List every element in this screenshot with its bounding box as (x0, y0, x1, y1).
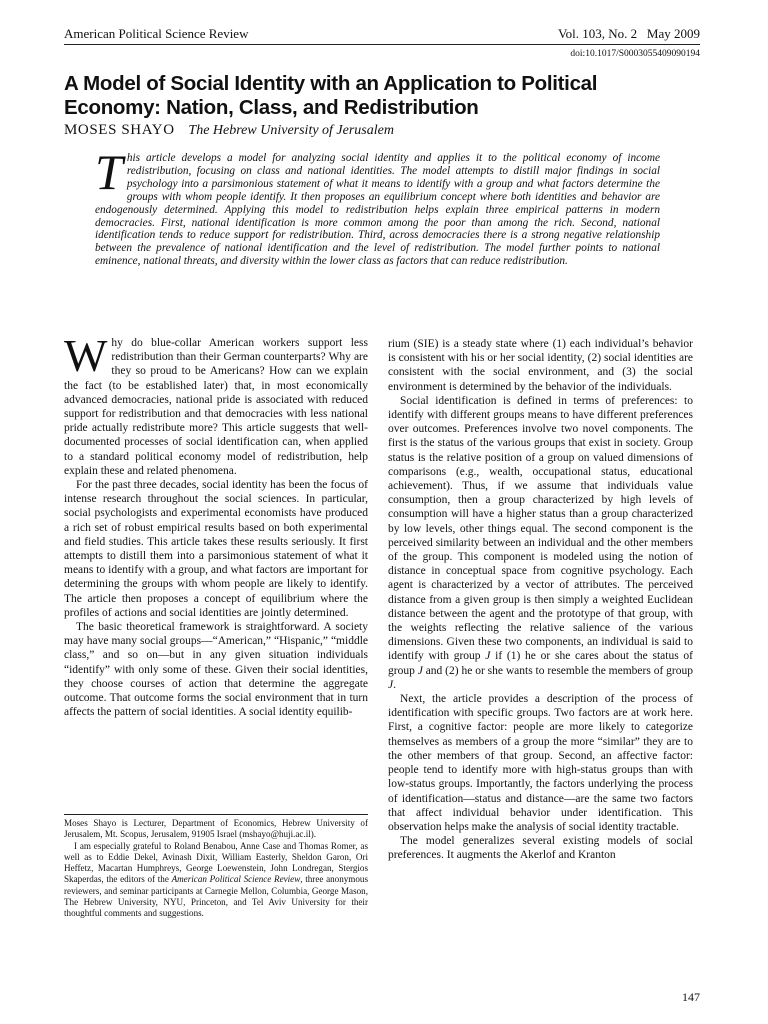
right-p2-text-b: if (1) he or she cares about the status of group (388, 650, 693, 677)
footnote-acknowledgments (64, 841, 368, 920)
footnote-affiliation: Moses Shayo is Lecturer, Department of Economics, Hebrew University of Jerusalem, Mt. Scopus, Jerusalem, 91905 Israel (mshayo@huji.ac.il). (64, 818, 368, 840)
right-paragraph-1: rium (SIE) is a steady state where (1) each individual’s behavior is consistent with his or her social identity, (2) social identities are consistent with the social environment, and (3) the social environment is determined by the behavior of the individuals. (388, 338, 693, 393)
volume-issue: Vol. 103, No. 2 May 2009 (557, 26, 700, 41)
left-column (64, 330, 368, 719)
author-name: MOSES SHAYO (64, 122, 175, 138)
right-p2-text-c: and (2) he or she wants to resemble the members of group (422, 664, 693, 677)
author-affiliation: The Hebrew University of Jerusalem (188, 123, 394, 138)
page-number: 147 (682, 990, 700, 1004)
right-paragraph-4: The model generalizes several existing models of social preferences. It augments the Akerlof and Kranton (388, 835, 693, 862)
intro-paragraph-1 (64, 330, 368, 478)
right-paragraph-3: Next, the article provides a description of the process of identification with specific groups. Two factors are at work here. First, a cognitive factor: people are more likely to categorize themselves as members of a group the more “similar” they are to the other members of that group. Second, an affective factor: people tend to identify more with high-status groups than with low-status groups. Importantly, the factors underlying the process of identification—status and distance—are the same two factors that affect individual behavior under identification. This observation helps make the analysis of social identity tractable. (388, 693, 693, 833)
intro-paragraph-2: For the past three decades, social identity has been the focus of intense research throughout the social sciences. In particular, social psychologists and experimental economists have produced a rich set of robust empirical results based on both experimental and field studies. This article takes these results seriously. It first attempts to distill them into a parsimonious statement of what it means to identify with a group, and what factors are important for determining the groups with whom people are likely to identify. The article then proposes a concept of equilibrium where the profiles of actions and social identities are jointly determined. (64, 479, 368, 619)
variable-j: J (485, 650, 491, 663)
intro-dropcap: W (64, 330, 108, 381)
title-line-2: Economy: Nation, Class, and Redistribution (64, 96, 479, 119)
variable-j: J (417, 664, 423, 677)
footnote-ack-text-2: , three anonymous reviewers, and seminar participants at Carnegie Mellon, Columbia, George Mason, The Hebrew University, NYU, Princeton, and Tel Aviv University for their thoughtful comments and suggestions. (64, 874, 369, 919)
footnote-ack-text-1: I am especially grateful to Roland Benabou, Anne Case and Thomas Romer, as well as to Eddie Dekel, Avinash Dixit, William Easterly, Sheldon Garon, Ori Heffetz, Macartan Humphreys, George Loewenstein, John Londregan, Stergios Skaperdas, the editors of the (64, 840, 368, 885)
title-line-1: A Model of Social Identity with an Application to Political (64, 72, 598, 95)
variable-j: J (388, 678, 394, 691)
right-column (388, 337, 693, 863)
abstract-text: his article develops a model for analyzing social identity and applies it to the political economy of income redistribution, focusing on class and national identities. The model attempts to distill major findings in social psychology into a parsimonious statement of what it means to identify with a group and what factors determine the groups with whom people identify. It then proposes an equilibrium concept where both identities and behavior are endogenously determined. Applying this model to redistribution helps explain three empirical patterns in modern democracies. First, national identification is more common among the poor than among the rich. Second, national identification tends to reduce support for redistribution. Third, across democracies there is a strong negative relationship between the prevalence of national identification and the level of redistribution. The model further points to national eminence, national threats, and diversity within the lower class as factors that can reduce redistribution. (95, 152, 660, 268)
abstract-dropcap: T (95, 144, 123, 200)
article-title (64, 72, 664, 120)
right-p2-text-d: . (393, 678, 396, 691)
byline (64, 121, 394, 140)
intro-paragraph-3: The basic theoretical framework is straightforward. A society may have many social groups—“American,” “Hispanic,” “middle class,” and so on—but in any given situation individuals “identify” with only some of these. Given their social identities, they choose courses of action that determine the aggregate outcome. That outcome forms the social environment that in turn affects the pattern of social identities. A social identity equilib- (64, 621, 368, 719)
doi: doi:10.1017/S0003055409090194 (570, 49, 700, 59)
footnote (64, 818, 368, 920)
right-paragraph-2 (388, 394, 693, 692)
right-p2-text-a: Social identification is defined in terms of preferences: to identify with different groups means to have different preferences over outcomes. Preferences involve two novel components. The first is the status of the various groups that exist in society. Group status is the relative position of a group on valued dimensions of comparisons (e.g., wealth, occupational status, educational achievement). Thus, if we assume that individuals value consumption, then a group characterized by high levels of consumption will have a higher status than a group characterized by low levels, other things equal. The second component is the perceived similarity between an individual and the other members of the group. This component is modeled using the notion of distance in conceptual space from cognitive psychology. Each agent is characterized by a vector of attributes. The perceived distance from a given group is then simply a weighted Euclidean distance between the agent and the prototype of that group, with the weights reflecting the relative salience of the various dimensions. Given these two components, an individual is said to identify with group (388, 394, 693, 663)
footnote-ack-journal: American Political Science Review (171, 874, 301, 885)
footnote-rule (64, 814, 368, 815)
intro-paragraph-1-text: hy do blue-collar American workers support less redistribution than their German counterparts? Why are they so proud to be Americans? How can we explain the fact (to be established later) that, in most economically advanced democracies, national pride is associated with reduced support for redistribution and that democracies with less national pride actually redistribute more? This article suggests that well-documented processes of social identification can, when applied to a standard political economy model of redistribution, help explain these and related phenomena. (64, 337, 368, 477)
header-rule (64, 44, 700, 45)
journal-name: American Political Science Review (64, 26, 249, 41)
abstract (95, 144, 660, 268)
